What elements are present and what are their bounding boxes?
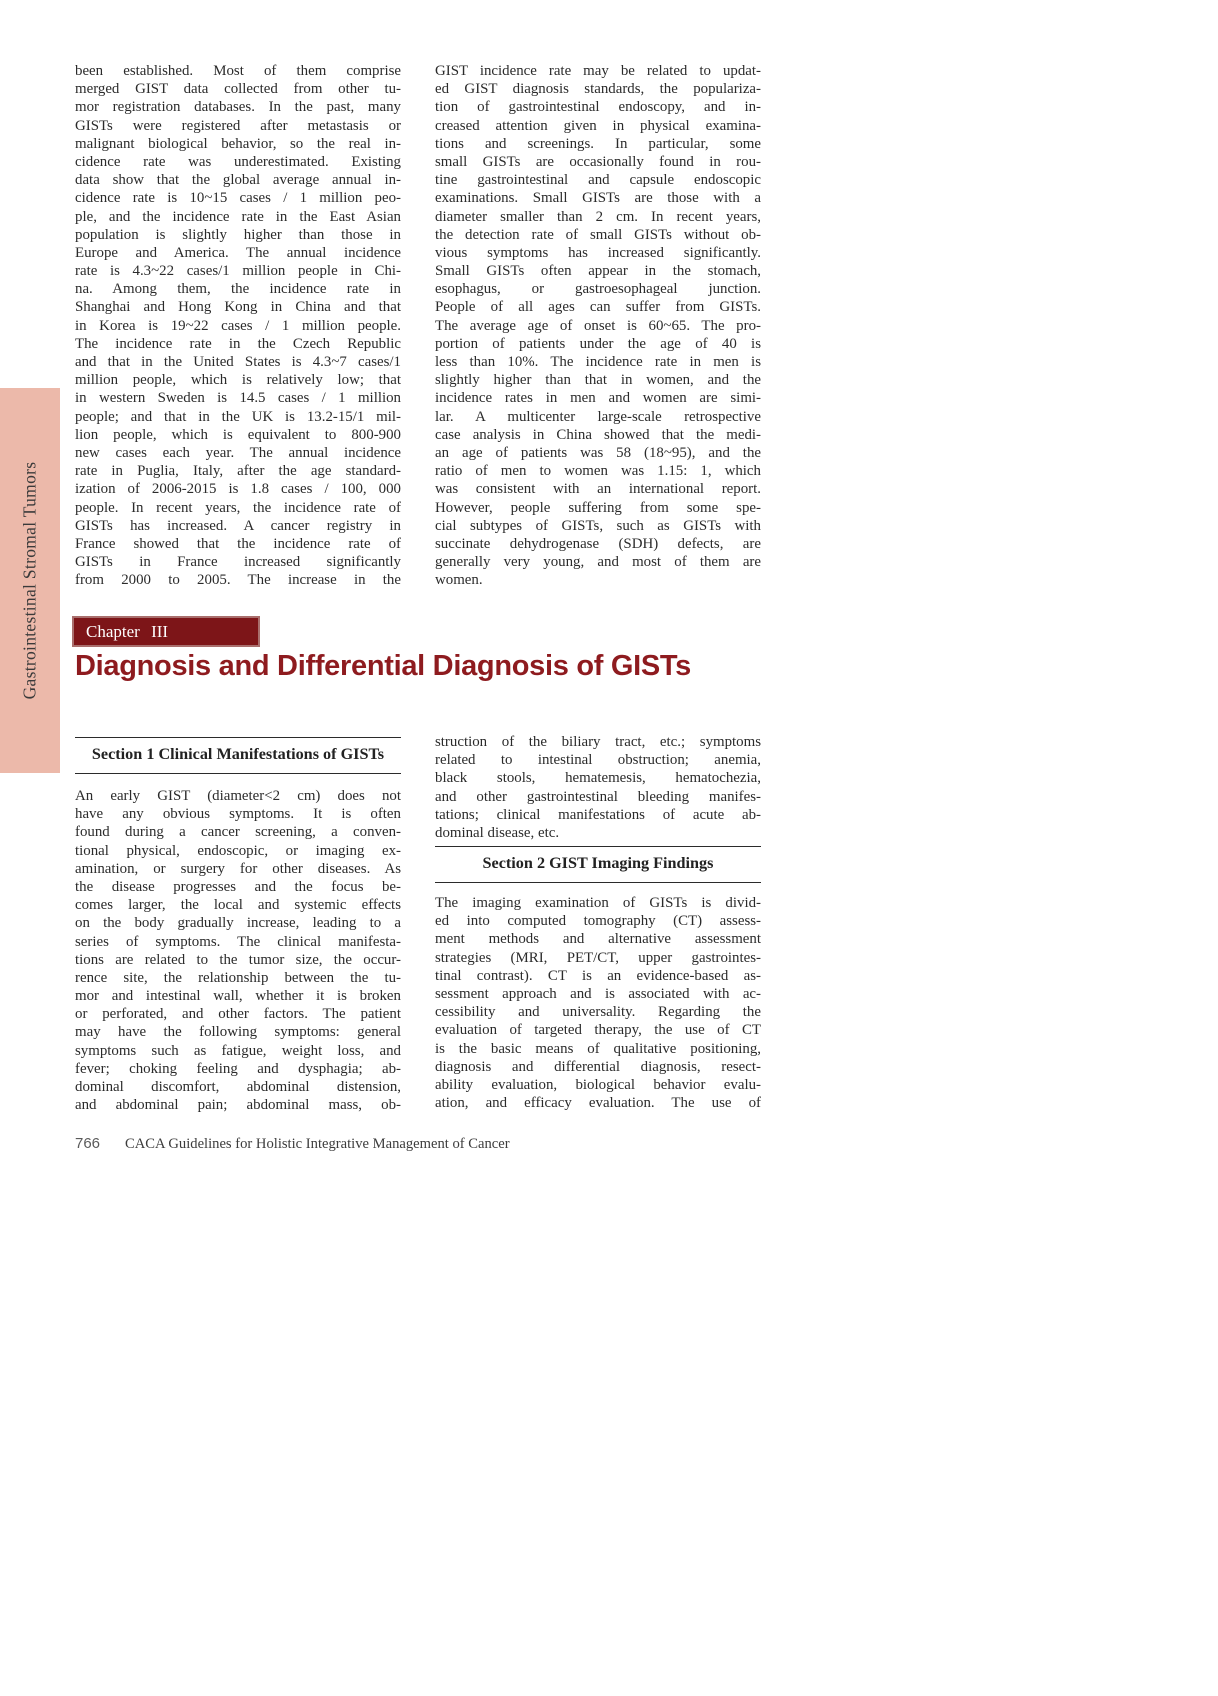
text-line: succinate dehydrogenase (SDH) defects, are — [435, 535, 761, 552]
text-line: na. Among them, the incidence rate in — [75, 281, 401, 298]
text-line: less than 10%. The incidence rate in men is — [435, 354, 761, 370]
text-line: Small GISTs often appear in the stomach, — [435, 263, 761, 280]
text-line: incidence rates in men and women are simi- — [435, 390, 761, 407]
section1-left-column — [75, 787, 401, 1114]
text-line: GISTs has increased. A cancer registry in — [75, 517, 401, 534]
text-line: strategies (MRI, PET/CT, upper gastrointes- — [435, 949, 761, 966]
text-line: ple, and the incidence rate in the East Asian — [75, 208, 401, 225]
text-line: tions are related to the tumor size, the occur- — [75, 951, 401, 968]
text-line: GIST incidence rate may be related to updat- — [435, 63, 761, 79]
page-footer — [75, 1135, 510, 1153]
text-line: generally very young, and most of them are — [435, 554, 761, 571]
text-line: creased attention given in physical examina- — [435, 117, 761, 134]
text-line: cial subtypes of GISTs, such as GISTs with — [435, 517, 761, 534]
page-number: 766 — [75, 1135, 101, 1152]
text-line: in Korea is 19~22 cases / 1 million people. — [75, 317, 401, 334]
text-line: cidence rate was underestimated. Existing — [75, 153, 401, 170]
text-line: tional physical, endoscopic, or imaging ex- — [75, 842, 401, 859]
text-line: struction of the biliary tract, etc.; symptoms — [435, 734, 761, 750]
side-tab-label: Gastrointestinal Stromal Tumors — [19, 461, 40, 700]
section2-heading: Section 2 GIST Imaging Findings — [435, 846, 761, 883]
text-line: rate in Puglia, Italy, after the age standard- — [75, 463, 401, 480]
text-line: related to intestinal obstruction; anemia, — [435, 752, 761, 769]
text-line: or perforated, and other factors. The patient — [75, 1006, 401, 1023]
text-line: and other gastrointestinal bleeding manifes- — [435, 788, 761, 805]
chapter-side-tab — [0, 388, 60, 773]
text-line: and that in the United States is 4.3~7 cases/1 — [75, 354, 401, 370]
text-line: tations; clinical manifestations of acute ab- — [435, 806, 761, 823]
intro-left-column — [75, 62, 401, 589]
text-line: been established. Most of them comprise — [75, 63, 401, 79]
text-line: dominal discomfort, abdominal distension, — [75, 1079, 401, 1095]
text-line: black stools, hematemesis, hematochezia, — [435, 770, 761, 787]
text-line: GISTs in France increased significantly — [75, 554, 401, 571]
text-line: The incidence rate in the Czech Republic — [75, 335, 401, 352]
text-line: new cases each year. The annual incidence — [75, 444, 401, 461]
text-line: diameter smaller than 2 cm. In recent years, — [435, 208, 761, 225]
text-line: esophagus, or gastroesophageal junction. — [435, 281, 761, 298]
text-line: tinal contrast). CT is an evidence-based as- — [435, 967, 761, 984]
text-line: The average age of onset is 60~65. The pro- — [435, 317, 761, 334]
text-line: was consistent with an international report. — [435, 481, 761, 498]
text-line: the detection rate of small GISTs without ob- — [435, 226, 761, 243]
text-line: Shanghai and Hong Kong in China and that — [75, 299, 401, 316]
text-line: amination, or surgery for other diseases. As — [75, 860, 401, 877]
text-line: mor and intestinal wall, whether it is broken — [75, 988, 401, 1005]
text-line: sessment approach and is associated with ac- — [435, 985, 761, 1002]
text-line: have any obvious symptoms. It is often — [75, 806, 401, 823]
text-line: million people, which is relatively low; that — [75, 372, 401, 389]
text-line: on the body gradually increase, leading to a — [75, 915, 401, 932]
text-line: small GISTs are occasionally found in rou- — [435, 153, 761, 170]
text-line: rence site, the relationship between the tu- — [75, 969, 401, 986]
text-line: lion people, which is equivalent to 800-900 — [75, 426, 401, 443]
text-line: symptoms such as fatigue, weight loss, and — [75, 1042, 401, 1059]
text-line: may have the following symptoms: general — [75, 1024, 401, 1041]
text-line: is the basic means of qualitative positioning, — [435, 1040, 761, 1057]
chapter-banner-label: Chapter III — [86, 621, 169, 641]
text-line: cidence rate is 10~15 cases / 1 million peo- — [75, 190, 401, 207]
intro-right-column — [435, 62, 761, 589]
text-line: women. — [435, 572, 483, 589]
text-line: and abdominal pain; abdominal mass, ob- — [75, 1097, 401, 1114]
text-line: mor registration databases. In the past, many — [75, 99, 401, 116]
section2-column — [435, 894, 761, 1112]
text-line: France showed that the incidence rate of — [75, 535, 401, 552]
section1-heading: Section 1 Clinical Manifestations of GISTs — [75, 737, 401, 774]
text-line: an age of patients was 58 (18~95), and the — [435, 444, 761, 461]
text-line: People of all ages can suffer from GISTs. — [435, 299, 761, 316]
text-line: the disease progresses and the focus be- — [75, 878, 401, 895]
text-line: ed into computed tomography (CT) assess- — [435, 913, 761, 930]
text-line: diagnosis and differential diagnosis, resect- — [435, 1058, 761, 1075]
text-line: ed GIST diagnosis standards, the populariza- — [435, 81, 761, 98]
text-line: Europe and America. The annual incidence — [75, 244, 401, 261]
text-line: ability evaluation, biological behavior evalu- — [435, 1076, 761, 1093]
text-line: ization of 2006-2015 is 1.8 cases / 100, 000 — [75, 481, 401, 498]
text-line: However, people suffering from some spe- — [435, 499, 761, 516]
text-line: slightly higher than that in women, and the — [435, 372, 761, 389]
text-line: tions and screenings. In particular, some — [435, 135, 761, 152]
text-line: data show that the global average annual in- — [75, 172, 401, 189]
text-line: ratio of men to women was 1.15: 1, which — [435, 463, 761, 480]
text-line: population is slightly higher than those in — [75, 226, 401, 243]
text-line: comes larger, the local and systemic effects — [75, 897, 401, 914]
text-line: cessibility and universality. Regarding the — [435, 1004, 761, 1021]
footer-running-title: CACA Guidelines for Holistic Integrative Management of Cancer — [125, 1136, 510, 1152]
text-line: GISTs were registered after metastasis or — [75, 117, 401, 134]
text-line: lar. A multicenter large-scale retrospective — [435, 408, 761, 425]
text-line: The imaging examination of GISTs is divid- — [435, 895, 761, 911]
text-line: people; and that in the UK is 13.2-15/1 mil- — [75, 408, 401, 425]
text-line: found during a cancer screening, a conven- — [75, 824, 401, 841]
text-line: in western Sweden is 14.5 cases / 1 million — [75, 390, 401, 407]
text-line: dominal disease, etc. — [435, 824, 560, 841]
text-line: vious symptoms has increased significantly. — [435, 244, 761, 261]
chapter-banner — [72, 616, 260, 647]
chapter-title: Diagnosis and Differential Diagnosis of GISTs — [75, 650, 692, 682]
text-line: case analysis in China showed that the medi- — [435, 426, 761, 443]
text-line: evaluation of targeted therapy, the use of CT — [435, 1022, 761, 1039]
text-line: portion of patients under the age of 40 is — [435, 335, 761, 352]
text-line: rate is 4.3~22 cases/1 million people in Chi- — [75, 263, 401, 280]
text-line: examinations. Small GISTs are those with a — [435, 190, 761, 207]
text-line: people. In recent years, the incidence rate of — [75, 499, 401, 516]
text-line: An early GIST (diameter<2 cm) does not — [75, 788, 401, 804]
text-line: tine gastrointestinal and capsule endoscopic — [435, 172, 761, 189]
text-line: malignant biological behavior, so the real in- — [75, 135, 401, 152]
text-line: tion of gastrointestinal endoscopy, and in- — [435, 99, 761, 116]
text-line: merged GIST data collected from other tu- — [75, 81, 401, 98]
text-line: series of symptoms. The clinical manifesta- — [75, 933, 401, 950]
text-line: ation, and efficacy evaluation. The use of — [435, 1095, 761, 1112]
section1-right-column — [435, 733, 761, 842]
text-line: fever; choking feeling and dysphagia; ab- — [75, 1060, 401, 1077]
text-line: ment methods and alternative assessment — [435, 931, 761, 948]
text-line: from 2000 to 2005. The increase in the — [75, 572, 401, 589]
